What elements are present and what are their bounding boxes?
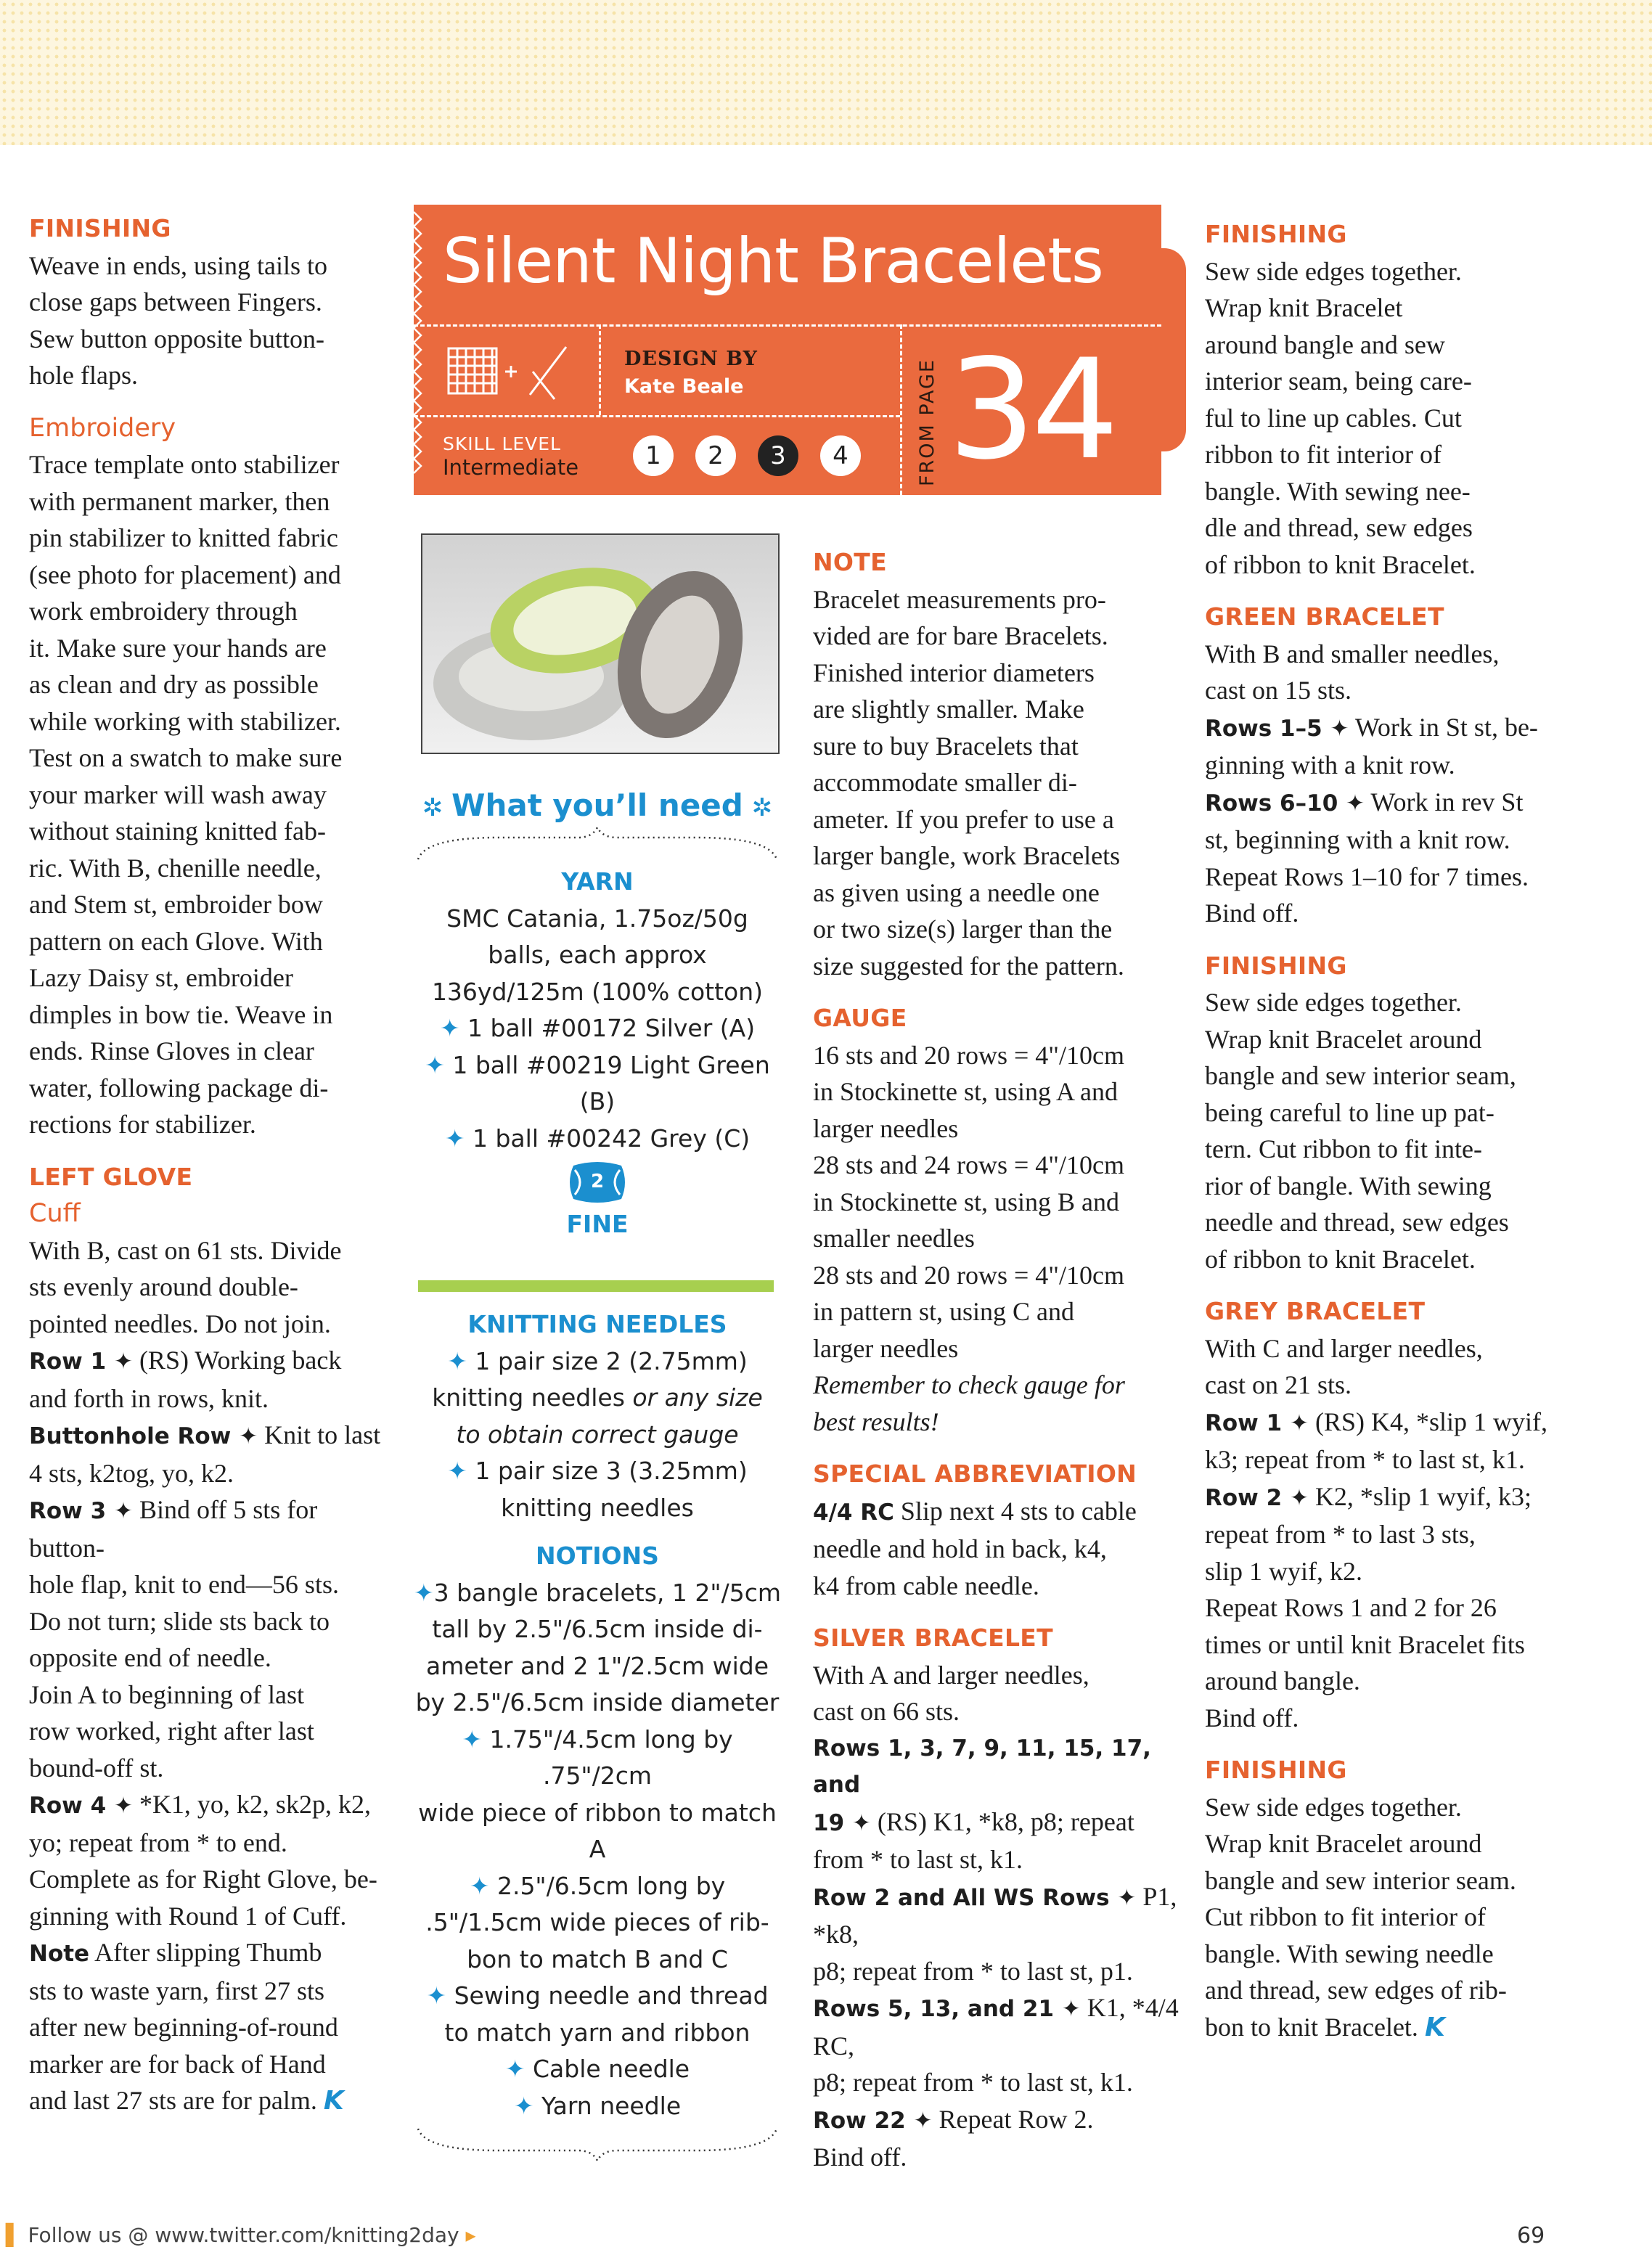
card-divider-v1 xyxy=(599,324,601,415)
buttonhole-row-instruction: Buttonhole Row ✦ Knit to last xyxy=(29,1420,381,1449)
abbreviation-text: 4/4 RC Slip next 4 sts to cable needle and hold in back, k4, k4 from cable needle. xyxy=(813,1496,1137,1600)
skill-level-value: Intermediate xyxy=(443,455,579,480)
row-3-instruction: Row 3 ✦ Bind off 5 sts for button- xyxy=(29,1495,318,1563)
top-dotted-band xyxy=(0,0,1652,145)
skill-level-4: 4 xyxy=(820,435,861,476)
skill-level-1: 1 xyxy=(633,435,674,476)
yarn-heading: YARN xyxy=(561,867,634,896)
skill-level-label: SKILL LEVEL xyxy=(443,433,561,454)
note-instruction: Note After slipping Thumb xyxy=(29,1938,322,1967)
finishing-green-text: Sew side edges together. Wrap knit Bracelet around bangle and sew interior seam, being careful to line up pat- tern. Cut ribbon to fit inte- rior of bangle. With sewing needle and thread, sew edges of ribbon to knit Bracelet. xyxy=(1205,988,1516,1274)
dotted-bracket-bottom xyxy=(411,2124,784,2165)
grey-bracelet-heading: GREY BRACELET xyxy=(1205,1297,1426,1325)
footer-marker-icon: ▌ xyxy=(6,2223,22,2247)
finishing-grey-text: Sew side edges together. Wrap knit Bracelet around bangle and sew interior seam. Cut ribbon to fit interior of bangle. With sewing needle and thread, sew edges of rib- bon to knit Bracelet. K xyxy=(1205,1792,1516,2042)
finishing-silver-text: Sew side edges together. Wrap knit Bracelet around bangle and sew interior seam, being care- ful to line up cables. Cut ribbon to fit interior of bangle. With sewing nee- dle and thread, sew edges of ribbon to knit Bracelet. xyxy=(1205,256,1476,579)
swatch-needle-icon xyxy=(444,343,582,401)
needles-notions-box xyxy=(411,1306,784,2165)
left-column xyxy=(29,210,392,2120)
what-you-need-title: ✲ What you’ll need ✲ xyxy=(422,787,773,823)
needles-list: ✦ 1 pair size 2 (2.75mm) knitting needles or any size to obtain correct gauge ✦ 1 pair size 3 (3.25mm) knitting needles xyxy=(432,1346,763,1522)
note-heading: NOTE xyxy=(813,548,887,576)
embroidery-heading: Embroidery xyxy=(29,413,176,443)
designer-name: Kate Beale xyxy=(624,375,744,398)
gauge-heading: GAUGE xyxy=(813,1004,907,1032)
center-column xyxy=(813,544,1190,2176)
right-column xyxy=(1205,216,1582,2046)
grey-bracelet-text: With C and larger needles, cast on 21 sts. Row 1 ✦ (RS) K4, *slip 1 wyif, k3; repeat from * to last st, k1. Row 2 ✦ K2, *slip 1 wyif, k3; repeat from * to last 3 sts, slip 1 wyif, k2. Repeat Rows 1 and 2 for 26 times or until knit Bracelet fits around bangle. Bind off. xyxy=(1205,1333,1547,1732)
materials-box xyxy=(411,787,784,1241)
pattern-title: Silent Night Bracelets xyxy=(443,225,1103,298)
footer-arrow-icon: ▸ xyxy=(465,2223,476,2247)
row-1-instruction: Row 1 ✦ (RS) Working back xyxy=(29,1346,342,1375)
card-divider-v2 xyxy=(900,324,902,495)
bracelets-photo xyxy=(421,533,780,754)
cuff-heading: Cuff xyxy=(29,1199,81,1228)
note-text: Bracelet measurements pro- vided are for bare Bracelets. Finished interior diameters are slightly smaller. Make sure to buy Bracelets that accommodate smaller di- ameter. If you prefer to use a larger bangle, work Bracelets as given using a needle one or two size(s) larger than the size suggested for the pattern. xyxy=(813,584,1124,981)
special-abbreviation-heading: SPECIAL ABBREVIATION xyxy=(813,1460,1137,1488)
end-mark-icon: K xyxy=(323,2086,344,2116)
finishing-green-heading: FINISHING xyxy=(1205,951,1347,980)
finishing-heading: FINISHING xyxy=(29,214,171,242)
green-divider xyxy=(418,1280,774,1292)
row-4-instruction: Row 4 ✦ *K1, yo, k2, sk2p, k2, xyxy=(29,1790,371,1819)
green-bracelet-heading: GREEN BRACELET xyxy=(1205,602,1444,631)
bracelets-illustration xyxy=(422,535,778,753)
card-divider-top xyxy=(414,324,1161,327)
page-number: 69 xyxy=(1517,2223,1545,2248)
end-mark-icon: K xyxy=(1424,2012,1445,2042)
stitch-edge-decoration xyxy=(409,205,428,495)
card-divider-mid xyxy=(414,415,900,417)
twitter-link[interactable]: Follow us @ www.twitter.com/knitting2day xyxy=(28,2223,459,2247)
gauge-text: 16 sts and 20 rows = 4"/10cm in Stockinette st, using A and larger needles 28 sts and 24 rows = 4"/10cm in Stockinette st, using B and smaller needles 28 sts and 20 rows = 4"/10cm in pattern st, using C and larger needles Remember to check gauge for best results! xyxy=(813,1040,1125,1436)
finishing-text: Weave in ends, using tails to close gaps between Fingers. Sew button opposite button- hole flaps. xyxy=(29,250,328,390)
silver-bracelet-heading: SILVER BRACELET xyxy=(813,1624,1053,1652)
finishing-grey-heading: FINISHING xyxy=(1205,1756,1347,1784)
green-bracelet-text: With B and smaller needles, cast on 15 sts. Rows 1–5 ✦ Work in St st, be- ginning with a knit row. Rows 6–10 ✦ Work in rev St st, beginning with a knit row. Repeat Rows 1–10 for 7 times. Bind off. xyxy=(1205,639,1538,928)
silver-bracelet-text: With A and larger needles, cast on 66 sts. Rows 1, 3, 7, 9, 11, 15, 17, and 19 ✦ (RS) K1, *k8, p8; repeat from * to last st, k1. Row 2 and All WS Rows ✦ P1, *k8, p8; repeat from * to last st, p1. Rows 5, 13, and 21 ✦ K1, *4/4 RC, p8; repeat from * to last st, k1. Row 22 ✦ Repeat Row 2. Bind off. xyxy=(813,1660,1179,2172)
from-page-number: 34 xyxy=(948,330,1115,490)
skill-level-2: 2 xyxy=(695,435,736,476)
left-glove-heading: LEFT GLOVE xyxy=(29,1162,193,1191)
yarn-weight-label: FINE xyxy=(566,1210,629,1238)
yarn-weight-icon xyxy=(411,1157,784,1208)
yarn-weight-number: 2 xyxy=(590,1171,605,1192)
from-page-label: FROM PAGE xyxy=(916,359,939,486)
knitting-needles-heading: KNITTING NEEDLES xyxy=(467,1310,727,1338)
skill-level-3-active: 3 xyxy=(758,435,798,476)
embroidery-text: Trace template onto stabilizer with permanent marker, then pin stabilizer to knitted fabric (see photo for placement) and work embroidery through it. Make sure your hands are as clean and dry as possible while working with stabilizer. Test on a swatch to make sure your marker will wash away without staining knitted fab- ric. With B, chenille needle, and Stem st, embroider bow pattern on each Glove. With Lazy Daisy st, embroider dimples in bow tie. Weave in ends. Rinse Gloves in clear water, following package di- rections for stabilizer. xyxy=(29,450,343,1139)
notions-heading: NOTIONS xyxy=(536,1542,659,1570)
yarn-description: SMC Catania, 1.75oz/50g balls, each approx 136yd/125m (100% cotton) ✦ 1 ball #00172 Silver (A) ✦ 1 ball #00219 Light Green (B) ✦ 1 ball #00242 Grey (C) xyxy=(425,904,770,1153)
design-by-label: DESIGN BY xyxy=(624,348,758,370)
dotted-bracket-top xyxy=(411,823,784,864)
cuff-text: With B, cast on 61 sts. Divide sts evenly around double- pointed needles. Do not join. Row 1 ✦ (RS) Working back and forth in rows, knit. Buttonhole Row ✦ Knit to last 4 sts, k2tog, yo, k2. Row 3 ✦ Bind off 5 sts for button- hole flap, knit to end—56 sts. Do not turn; slide sts back to opposite end of needle. Join A to beginning of last row worked, right after last bound-off st. Row 4 ✦ *K1, yo, k2, sk2p, k2, yo; repeat from * to end. Complete as for Right Glove, be- ginning with Round 1 of Cuff. Note After slipping Thumb sts to waste yarn, first 27 sts after new beginning-of-round marker are for back of Hand and last 27 sts are for palm. K xyxy=(29,1232,392,2120)
title-card xyxy=(414,205,1161,495)
finishing-silver-heading: FINISHING xyxy=(1205,220,1347,248)
notions-list: ✦3 bangle bracelets, 1 2"/5cm tall by 2.5"/6.5cm inside di- ameter and 2 1"/2.5cm wide by 2.5"/6.5cm inside diameter ✦ 1.75"/4.5cm long by .75"/2cm wide piece of ribbon to match A ✦ 2.5"/6.5cm long by .5"/1.5cm wide pieces of rib- bon to match B and C ✦ Sewing needle and thread to match yarn and ribbon ✦ Cable needle ✦ Yarn needle xyxy=(414,1578,781,2120)
footer-follow xyxy=(6,2223,476,2247)
